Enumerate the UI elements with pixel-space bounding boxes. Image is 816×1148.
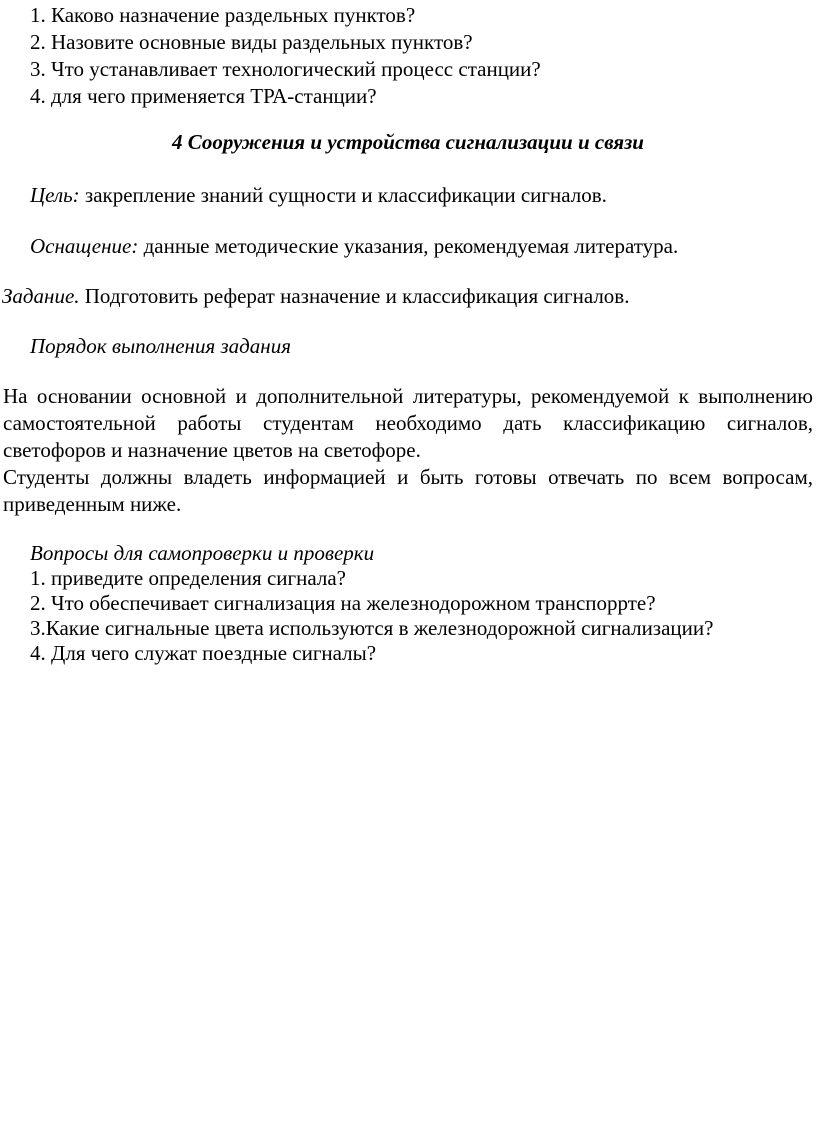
task-text: Подготовить реферат назначение и классификация сигналов. <box>79 284 630 308</box>
self-check-question-3: 3.Какие сигнальные цвета используются в железнодорожной сигнализации? <box>30 616 714 640</box>
paragraph1-line-2: самостоятельной работы студентам необходимо дать классификацию сигналов, <box>3 411 813 435</box>
self-check-question-1: 1. приведите определения сигнала? <box>30 566 346 590</box>
self-check-question-2: 2. Что обеспечивает сигнализация на железнодорожном транспоррте? <box>30 591 656 615</box>
previous-question-2: 2. Назовите основные виды раздельных пунктов? <box>30 30 473 54</box>
section-title: 4 Сооружения и устройства сигнализации и связи <box>172 130 644 154</box>
equipment-text: данные методические указания, рекомендуемая литература. <box>138 234 679 258</box>
previous-question-3: 3. Что устанавливает технологический процесс станции? <box>30 57 541 81</box>
equipment-label: Оснащение: <box>30 234 139 258</box>
self-check-heading: Вопросы для самопроверки и проверки <box>30 541 375 565</box>
self-check-question-4: 4. Для чего служат поездные сигналы? <box>30 641 377 665</box>
paragraph2-line-2: приведенным ниже. <box>3 492 182 516</box>
paragraph2-line-1: Студенты должны владеть информацией и быть готовы отвечать по всем вопросам, <box>3 465 813 489</box>
task-line <box>2 283 629 310</box>
task-label: Задание. <box>2 284 80 308</box>
goal-label: Цель: <box>30 183 80 207</box>
goal-line <box>30 182 607 209</box>
paragraph1-line-3: светофоров и назначение цветов на светофоре. <box>3 438 421 462</box>
equipment-line <box>30 233 678 260</box>
previous-question-4: 4. для чего применяется ТРА-станции? <box>30 84 377 108</box>
paragraph1-line-1: На основании основной и дополнительной литературы, рекомендуемой к выполнению <box>3 384 813 408</box>
procedure-heading: Порядок выполнения задания <box>30 334 291 358</box>
previous-question-1: 1. Каково назначение раздельных пунктов? <box>30 3 416 27</box>
goal-text: закрепление знаний сущности и классификации сигналов. <box>79 183 607 207</box>
